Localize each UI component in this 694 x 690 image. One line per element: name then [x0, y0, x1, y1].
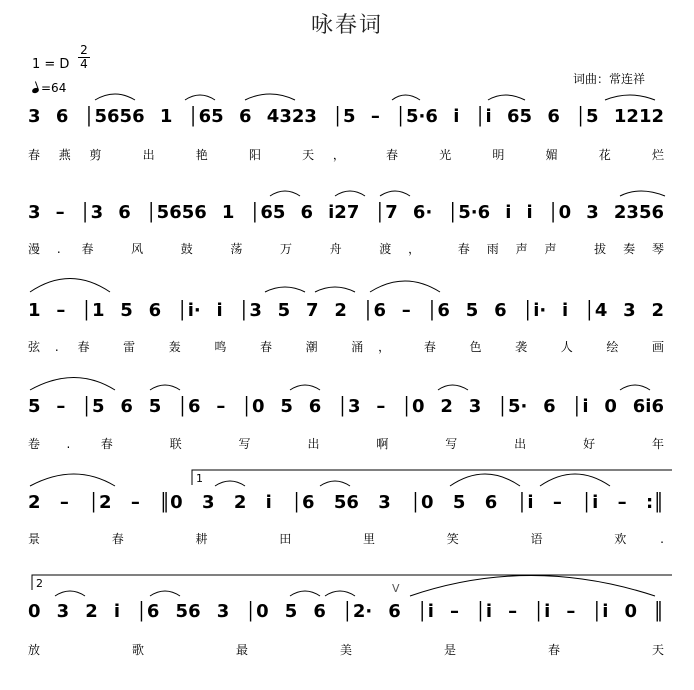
- notation-row-2: 3 – │3 6 │5656 1 │65 6 i27 │7 6· │5·6 i i │0 3 2356: [28, 202, 664, 223]
- slur: [392, 95, 420, 100]
- slur: [150, 591, 180, 596]
- volta-bracket-2: [32, 575, 672, 590]
- lyric-row-3: 弦. 春 雷 轰 鸣 春 潮 涌， 春 色 袭 人 绘 画: [28, 340, 664, 354]
- slur: [290, 385, 320, 390]
- slur: [450, 474, 520, 486]
- meter-bottom: 4: [80, 57, 88, 71]
- slur: [488, 95, 525, 100]
- slur: [290, 591, 320, 596]
- slur: [95, 94, 135, 100]
- slur: [185, 95, 215, 100]
- slur: [410, 576, 655, 597]
- slur: [265, 287, 305, 292]
- notation-row-1: 3 6 │5656 1 │65 6 4323 │5 – │5·6 i │i 65 6 │5 1212: [28, 106, 664, 127]
- slur: [315, 287, 355, 292]
- slur: [245, 94, 295, 100]
- slur: [325, 591, 355, 596]
- volta-label-1: 1: [196, 472, 203, 485]
- slur: [620, 385, 650, 390]
- meter-top: 2: [80, 43, 88, 57]
- slur: [150, 385, 180, 390]
- breath-mark: V: [392, 582, 400, 595]
- lyric-row-1: 春燕剪 出 艳 阳 天， 春 光 明 媚 花 烂: [28, 148, 664, 162]
- composer-credit: 词曲：常连祥: [573, 72, 646, 86]
- score-title: 咏春词: [310, 13, 383, 38]
- notation-row-5: 2 – │2 – ║0 3 2 i │6 56 3 │0 5 6 │i – │i – :║: [28, 492, 664, 513]
- slur: [540, 474, 610, 486]
- slur: [620, 191, 665, 196]
- slur: [270, 191, 300, 196]
- slur: [380, 191, 410, 196]
- slur: [335, 191, 365, 196]
- lyric-row-6: 放 歌 最 美 是 春 天: [28, 643, 664, 657]
- lyric-row-4: 卷. 春 联 写 出 啊 写 出 好 年: [28, 437, 664, 451]
- notation-row-4: 5 – │5 6 5 │6 – │0 5 6 │3 – │0 2 3 │5· 6 │i 0 6i6: [28, 396, 664, 417]
- slur: [370, 281, 440, 292]
- slur: [320, 481, 350, 486]
- slur: [30, 474, 115, 486]
- volta-bracket-1: [192, 470, 672, 485]
- slur: [30, 279, 110, 293]
- key-signature: 1 = D: [32, 57, 70, 72]
- lyric-row-5: 景 春 耕 田 里 笑 语 欢.: [28, 532, 664, 546]
- notation-row-6: 0 3 2 i │6 56 3 │0 5 6 │2· 6 │i – │i – │i – │i 0 ║: [28, 601, 664, 622]
- tempo-value: =64: [41, 81, 67, 95]
- slur: [605, 95, 655, 100]
- slur: [438, 385, 468, 390]
- slur: [30, 378, 115, 391]
- slur: [215, 481, 245, 486]
- slur: [55, 591, 85, 596]
- lyric-row-2: 漫. 春 风 鼓 荡 万 舟 渡， 春雨声声 拔奏琴: [28, 242, 664, 256]
- notation-row-3: 1 – │1 5 6 │i· i │3 5 7 2 │6 – │6 5 6 │i· i │4 3 2: [28, 300, 664, 321]
- volta-label-2: 2: [36, 577, 43, 590]
